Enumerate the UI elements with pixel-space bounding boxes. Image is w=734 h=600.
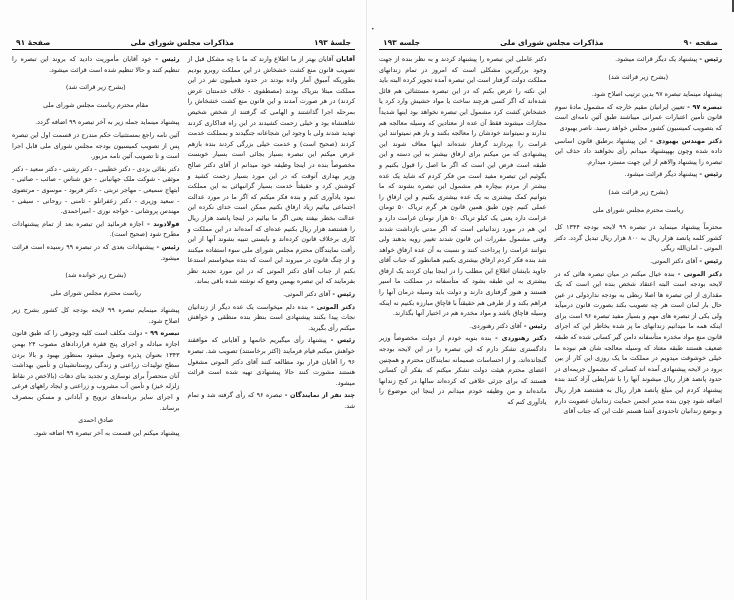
signature [12, 415, 180, 426]
paragraph [555, 89, 723, 100]
paragraph-text: ریاست محترم مجلس شورای ملی [592, 205, 684, 214]
paragraph-text: آقایان بهتر از ما اطلاع وارند که ما با چه مشکل قبل از تصویب قانون منع کشت خشخاش در این مملکت روبرو بودیم بطوریکه آمبوق آمار واده بودند در حدود همیلیون نفر در این مملکت مبتلا بتریاک بودند (مصطفوی - خلاف خدمتتان عرض کردند) در هر صورت آمدند و این قانون منع کشت خشخاش را بمرحله اجرا گذاشتند و الهامی که گرفتند از شخص شخیص شاهنشاه بود و خیلی زحمت کشیدند در این راه فداکاری کردند تهدید شدند ولی با وجود این شجاعانه جنگیدند و بمملکت خدمت کردند (صحیح است) و خدمت خیلی بزرگی کردند بنده بازهم عرض میکنم این تبصره بسیار بجائی است بسیار خوبست مخصوصاً بنده در اینجا وظیفه خود میدانم از آقای دکتر صالح وزیر بهداری آنوقت که در این مورد بسیار زحمت کشید و کوشش کرد و حقیقتاً خدمت بسیار گرانبهائی به این مملکت نمود یادآوری کنم و بنده فکر میکنم که اگر ما در مورد عدالت اجتماعی بیائیم زیاد ارفاق بکنیم ممکن است خدای نکرده این عدالت بخطر بیفتد یعنی اگر ما بیائیم در اینجا پانصد هزار ریال را هشتصد هزار ریال بکنیم عده‌ای که آمده‌اند در این مملکت و کاری برخلاف قانون کرده‌اند و بایستی تنبیه بشوند آنها از این رأفت نمایندگان محترم مجلس شورای ملی سوء استفاده میکنند و از چنگ قانون در میروند این است که بنده میخواستم استدعا بکنم از جناب آقای دکتر الموتی که در این مورد تجدید نظر بفرمایند که این تبصره بهمین وضع که نوشته شده باقی بماند. [187, 55, 355, 286]
column-left [379, 54, 547, 419]
page-90 [367, 0, 734, 600]
speech-paragraph [188, 289, 356, 300]
paragraph-text: پیشنهاد میکنم این قسمت به آخر تبصره ۹۹ اضافه شود. [33, 428, 180, 437]
paragraph [12, 428, 180, 439]
paragraph-text: تعیین ایرانیان مقیم خارجه که مشمول مادهٔ سوم قانون تأمین اعتبارات عمرانی میباشند طبق آئین نامه‌ای است که بتصویب کمیسیون کشور مجلس خواهد رسید. ناصر بهبودی [554, 102, 722, 132]
page-number: صفحه ۹۰ [683, 38, 718, 47]
publication-title: مذاکرات مجلس شورای ملی [500, 38, 604, 47]
speaker-name: دکتر مهندس بهبودی - [646, 136, 722, 145]
speaker-name: رئیس - [151, 55, 180, 63]
speech-paragraph [12, 219, 180, 240]
speaker-name: رئیس - [326, 336, 356, 345]
paragraph [379, 54, 547, 319]
paragraph-text: (بشرح زیر قرائت شد) [608, 72, 669, 81]
speaker-name: رئیس - [697, 256, 722, 265]
paragraph-text: پیشنهادات بعدی که در تبصره ۹۹ رسیده است قرائت میشود. [12, 242, 180, 262]
paragraph-text: پیشنهاد دیگر قرائت میشود. [624, 170, 698, 179]
scan-speck: • [371, 26, 375, 33]
page-header-91 [12, 36, 355, 50]
paragraph-text: صادق احمدی [78, 416, 114, 425]
speaker-name: رئیس - [153, 242, 180, 251]
speech-paragraph [188, 335, 356, 388]
paragraph-text: محترماً پیشنهاد مینماید در تبصره ۹۹ لایحه بودجه ۱۳۴۴ کل کشور کلمه پانصد هزار ریال به ۸۰۰ هزار ریال تبدیل گردد. دکتر الموتی - امان‌الله ریگی [554, 223, 723, 253]
section-heading [555, 187, 723, 198]
paragraph-text: پیشنهاد مینماید تبصره ۹۷ بدین ترتیب اصلاح شود. [591, 90, 722, 99]
paragraph [12, 117, 180, 128]
paragraph-text: بنده خیال میکنم در میان تبصره هائی که در لایحه بودجه است البته اعتقاد شخص بنده این است که یک مقداری از این تبصره ها اصلا ربطی به بودجه نداردولی در عین حال بار لمان است هر چه تصویب بکند بصورت قانون درمیآید ولی یکی از تبصره های مهم و بسیار مفید تبصره ۹۶ است برای اینکه همه ما میدانیم زندانهای ما پر شده بخاطر این که اجرای قانون منع مواد مخدره متأسفانه دامن گیر کسانی شده که طبقه ضعیف هستند طبقه معتاد که وسیله معالجه شان هم نبوده ما خیلی خوشوقت میدویم در مملکت ما یک روزی این کار از بین برود در لایحه پیشنهادی آمده اند کسانی که مشمول جریمه‌ای در حدود پانصد هزار ریال میشوند آنها را با شرایطی آزاد کنند بنده پیشنهاد کردم این مبلغ پانصد هزار ریال به هشتصد هزار ریال اضافه شود چون بنده مدیر انجمن حمایت زندانیان عضویت دارم و بوضع زندانیان تاحدودی آشنا هستم علت این که جناب آقای [554, 269, 722, 416]
paragraph-text: دکتر بقائی یزدی - دکتر خطیبی - دکتر رشتی - دکتر سعید - دکتر موثقی - شوکت ملک جهانبانی - حق شناس - صائب - صائبی - ابتهاج سمیعی - مهاجر تربتی - دکتر فربود - موسوی - مرتضوی - سعید وزیری - دکتر زعفرانلو - ثامنی - روحانی - سیفی - مهندس پروشانی - خواجه نوری - امیراحمدی. [12, 164, 180, 216]
section-heading [12, 270, 180, 281]
paragraph-text: بنده بنوبه خودم از دولت مخصوصاً وزیر دادگستری تشکر دارم که این تبصره را در این لایحه بودجه گنجانده‌اند، و از احساسات صمیمانه نمایندگان محترم و همچنین اعضای محترم هیئت دولت تشکر میکنم که بفکر آن کسانی هستند که برای جزئی خلافی که کرده‌اند سالها در کنج زندانها مانده‌اند و من وظیفه خودم میدانم در اینجا این موضوع را یادآوری کنم که [379, 334, 547, 406]
publication-title: مذاکرات مجلس شورای ملی [130, 38, 234, 47]
speech-paragraph [555, 269, 723, 417]
speech-paragraph [379, 321, 547, 332]
paragraph [555, 222, 723, 254]
speech-paragraph [555, 102, 723, 134]
speaker-name: آقایان [333, 55, 355, 63]
speech-paragraph [555, 54, 723, 65]
speech-paragraph [188, 54, 356, 287]
paragraph-text: (بشرح زیر قرائت شد) [608, 187, 669, 196]
speaker-name: تبصره ۹۷ - [684, 102, 722, 111]
paragraph-text: این پیشنهاد برطبق قانون اساسی داده شده وچون بهپیشنهاد میدانم رأی نخواهند داد حذف این تبصره را پیشنهاد والاهم از این جهت مسترد میدارم. [554, 136, 722, 166]
paragraph-text: آقای دکتر رهنوردی. [469, 321, 522, 330]
paragraph [12, 130, 180, 162]
paragraph-text: تبصره ۹۶ که رأی گرفته شد و تمام شد. [187, 391, 355, 410]
speech-paragraph [555, 169, 723, 180]
speech-paragraph [379, 333, 547, 407]
column-left [12, 54, 180, 440]
paragraph [12, 164, 180, 217]
speaker-name: دکتر الموتی - [307, 302, 355, 311]
speech-paragraph [188, 302, 356, 334]
paragraph-text: خود آقایان مأموریت دادید که بروند این تبصره را تنظیم کنند و حالا تنظیم شده است قرائت میشود. [12, 55, 180, 74]
speaker-name: دکتر رهنوردی - [491, 334, 547, 343]
paragraph-text: دولت مکلف است کلیه وجوهی را که طبق قانون اجازه مبادله و اجرای پنج فقره قراردادهای مصوب ۲۴ بهمن ۱۳۴۳ بعنوان پذیره وصول میشود بمنظور بهبود و بالا بردن سطح تولیدات زراعتی و زندگی روستانشینان و تأمین بهداشت آنان منحصراً برای نوسازی و تجدید بنای دهات (بالاخص در نقاط زلزله خیز) و تأمین آب مشروب و زراعتی و ایجاد راههای فرعی و اجرای سایر برنامه‌های ترویج و آبادانی و مسکن بمصرف برساند. [12, 329, 180, 412]
speech-paragraph [555, 136, 723, 168]
column-right [188, 54, 356, 440]
page-number: صفحهٔ ٩١ [16, 38, 51, 47]
paragraph-text: (بشرح زیر خوانده شد) [65, 271, 127, 280]
paragraph-text: آقای دکتر الموتی. [283, 290, 331, 299]
paragraph-text: آقای دکتر الموتی. [650, 256, 698, 265]
paragraph-text: (بشرح زیر قرائت شد) [65, 83, 126, 92]
paragraph-text: مقام محترم ریاست مجلس شورای ملی [43, 100, 149, 109]
session-label: جلسه ۱۹۳ [383, 38, 421, 47]
page-91-columns [12, 54, 355, 440]
section-heading [12, 288, 180, 299]
paragraph-text: بنده دلم میخواست یک عده دیگر از زندانیان نجات پیدا بکنند پیشنهادی است بنظر بنده منطقی و خواهش میکنم رأی بگیرید. [187, 302, 355, 332]
speech-paragraph [12, 242, 180, 263]
section-heading [12, 82, 180, 93]
page-header-90 [379, 36, 722, 50]
speaker-name: چند نفر از نمایندگان - [282, 391, 356, 400]
paragraph-text: ریاست محترم مجلس شورای ملی [50, 288, 142, 297]
paragraph-text: اجازه فرمائید این تبصره بعد از تمام پیشنهادات مطرح شود (صحیح است). [12, 219, 180, 239]
column-right [555, 54, 723, 419]
paragraph-text: پیشنهاد یک دیگر قرائت میشود. [615, 55, 698, 63]
speaker-name: تبصره ۹۹ - [142, 329, 180, 338]
session-label: جلسهٔ ١٩٣ [314, 38, 351, 47]
paragraph [12, 305, 180, 326]
speech-paragraph [555, 256, 723, 267]
paragraph-text: آئین نامه راجع بمستثنیات حکم مندرج در قسمت اول این تبصره پس از تصویب کمیسیون بودجه مجلس شورای ملی قابل اجرا است و تا تصویب آئین نامه مزبور. [12, 130, 180, 161]
speaker-name: رئیس - [697, 55, 722, 63]
speaker-name: رئیس - [697, 170, 722, 179]
speaker-name: فولادوند - [143, 219, 180, 228]
paragraph-text: پیشنهاد مینمایم تبصره ۹۹ لایحه بودجه کل کشور بشرح زیر اصلاح شود. [12, 306, 180, 325]
speech-paragraph [12, 328, 180, 413]
speech-paragraph [188, 390, 356, 411]
speech-paragraph [12, 54, 180, 75]
page-90-columns [379, 54, 722, 419]
paragraph-text: پیشنهاد مینماید جمله زیر به آخر تبصره ۹۹ اضافه گردد. [35, 118, 180, 127]
section-heading [555, 72, 723, 83]
speaker-name: رئیس - [521, 321, 547, 330]
paragraph-text: دکتر عاملی این تبصره را پیشنهاد کردند و به نظر بنده از جهت وجود بزرگترین مشکلی است که امروز در تمام زندانهای مملکت دولت گرفتار است این تبصره آمده تجویز کرده البته باید این نکته را عرض بکنم که در این تبصره مستثنائی هم قائل شده‌اند که اگر کسی هرچند ساخت یا مواد حشیش وارد کرد یا خشخاش کشت کرد مشمول این تبصره نخواهد بود اینها شدیداً مجازات میشوند فقط آن عده از معتادین که وسیله معالجه هم ندارند و نمیتوانند خودشان را معالجه بکنند و باز هم نمیتوانند این غرامت را بپردازند گرفتار شده‌اند اینها معاف شوند این پیشنهادی که من میکنم برای ارفاق بیشتر به این دسته و این طبقه است فرض این است که اگر ما اصل را قبول بکنیم و بگوئیم این تبصره مفید است من فکر کردم که شاید یک عده بیشتر از مردم بیچاره هم مشمول این تبصره بشوند که ما بتوانیم کمک بیشتری به یک عده بیشتری بکنیم و این ارفاق را عملی کنیم چون طبق همین قانون هر گرم تریاک ۵۰ تومان غرامت دارد یعنی یک کیلو تریاک ۵۰ هزار تومان غرامت دارد و این هم در مورد زندانیانی است که اگر مدتی بازداشت شدند وقتی مشمول مقررات این قانون شدند تغییر رویه بدهند ولی نتوانند غرامت را پرداخت کنند و نسبت به آن عده ارفاق خواهد شد بنده فکر کردم ارفاق بیشتری بکنیم همانطور که جناب آقای جاوید بایشان اطلاع این مطلب را در اینجا بیان کردند یک ارفاق بیشتری به این طبقه بشود که متأسفانه در مملکت ما اسیر هستند و هنوز گرفتاری دارند و دولت باید وسیله درمان آنها را فراهم بکند و از طرفی هم حقیقتاً با قاچاق مبارزه بکنیم نه اینکه وسیله قاچاق باشد و مواد مخدره هم در اختیار آنها بگذارند. [379, 55, 547, 318]
section-heading [555, 205, 723, 216]
speaker-name: دکتر الموتی - [674, 269, 723, 278]
speaker-name: رئیس - [330, 290, 355, 299]
paragraph-text: پیشنهاد رأی میگیریم خانمها و آقایانی که موافقند خواهش میکنم قیام فرمایند (اکثر برخاستند) تصویب شد. تبصره ۹۶ را آقایان قرار بود مطالعه کنند آقای دکتر الموتی مشغول هستند مشورت کنند حالا پیشنهادی تهیه شده است قرائت میشود. [187, 336, 355, 387]
section-heading [12, 100, 180, 111]
